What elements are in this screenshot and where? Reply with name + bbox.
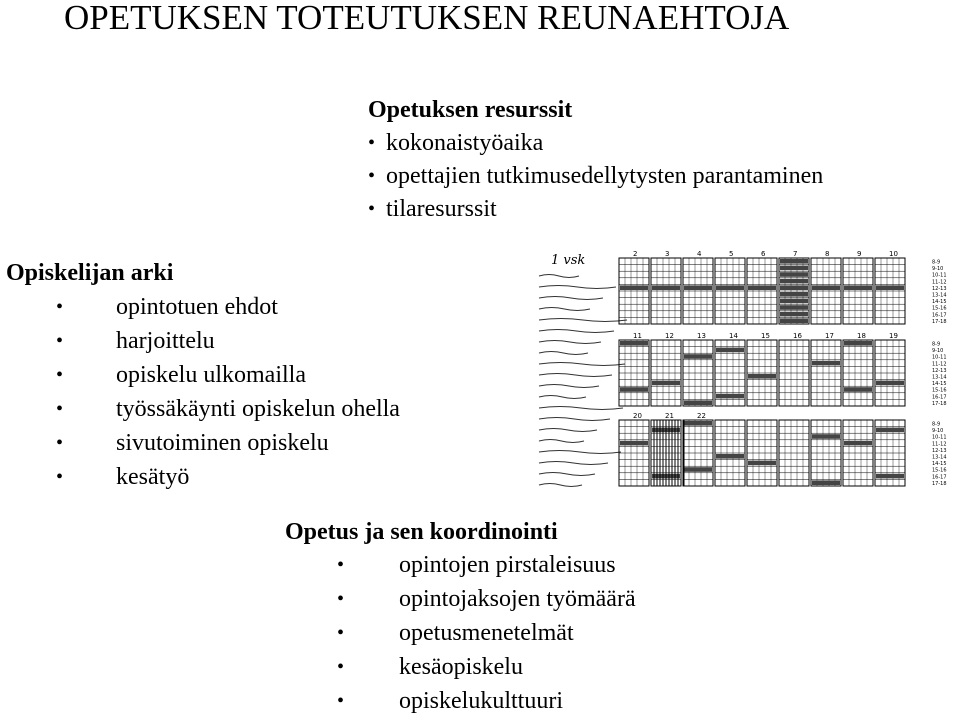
handwritten-note-line: [539, 286, 616, 289]
bullet-icon: •: [337, 622, 345, 644]
filled-cell: [716, 348, 744, 353]
bullet-icon: •: [56, 466, 64, 488]
filled-cell: [716, 454, 744, 459]
bullet-icon: •: [56, 432, 64, 454]
handwritten-note-line: [539, 484, 582, 487]
student-life-section: [6, 256, 400, 494]
filled-cell: [684, 354, 712, 359]
time-slot-label: 10-11: [932, 272, 947, 279]
week-number: 13: [697, 332, 706, 340]
handwritten-note-line: [539, 374, 612, 377]
filled-cell: [652, 285, 680, 290]
bullet-icon: •: [368, 132, 376, 154]
handwritten-note-line: [539, 429, 597, 432]
time-slot-label: 10-11: [932, 434, 947, 441]
handwritten-note-line: [539, 363, 625, 366]
bullet-icon: •: [368, 165, 376, 187]
student-life-list: [6, 290, 400, 494]
time-slot-label: 8-9: [932, 259, 941, 266]
filled-cell: [748, 285, 776, 290]
list-item-text: kokonaistyöaika: [386, 130, 544, 156]
list-item: [6, 290, 400, 324]
list-item: [368, 127, 823, 160]
week-number: 8: [825, 250, 830, 258]
teaching-section: [285, 516, 636, 718]
list-item: [285, 616, 636, 650]
teaching-heading: Opetus ja sen koordinointi: [285, 519, 558, 545]
time-slot-label: 11-12: [932, 279, 947, 286]
time-slot-label: 8-9: [932, 341, 941, 348]
filled-cell: [684, 285, 712, 290]
filled-cell: [844, 387, 872, 392]
week-number: 20: [633, 412, 642, 420]
week-number: 17: [825, 332, 834, 340]
bullet-icon: •: [56, 330, 64, 352]
list-item-text: sivutoiminen opiskelu: [116, 430, 329, 456]
week-number: 14: [729, 332, 738, 340]
handwritten-note-line: [539, 418, 610, 421]
handwritten-note-line: [539, 440, 584, 443]
resources-list: [368, 127, 823, 226]
time-slot-label: 13-14: [932, 454, 947, 461]
list-item: [285, 582, 636, 616]
resources-heading: Opetuksen resurssit: [368, 97, 573, 123]
teaching-list: [285, 548, 636, 718]
filled-cell: [780, 279, 808, 284]
time-slot-label: 15-16: [932, 305, 947, 312]
list-item-text: harjoittelu: [116, 328, 215, 354]
filled-cell: [780, 266, 808, 271]
bullet-icon: •: [56, 398, 64, 420]
filled-cell: [716, 285, 744, 290]
list-item-text: kesäopiskelu: [399, 654, 523, 680]
time-slot-label: 14-15: [932, 381, 947, 388]
list-item-text: opiskelu ulkomailla: [116, 362, 306, 388]
list-item: [6, 392, 400, 426]
week-number: 5: [729, 250, 734, 258]
list-item: [6, 426, 400, 460]
handwritten-note-line: [539, 451, 621, 454]
filled-cell: [620, 441, 648, 446]
filled-cell: [748, 461, 776, 466]
time-slot-label: 17-18: [932, 318, 947, 325]
filled-cell: [876, 474, 904, 479]
filled-cell: [684, 467, 712, 472]
filled-cell: [844, 341, 872, 346]
time-slot-label: 14-15: [932, 461, 947, 468]
filled-cell: [780, 272, 808, 277]
list-item-text: tilaresurssit: [386, 196, 497, 222]
filled-cell: [620, 387, 648, 392]
list-item: [6, 324, 400, 358]
week-number: 18: [857, 332, 866, 340]
list-item-text: opetusmenetelmät: [399, 620, 574, 646]
student-life-heading: Opiskelijan arki: [6, 260, 174, 286]
filled-cell: [876, 285, 904, 290]
filled-cell: [812, 480, 840, 485]
time-slot-label: 9-10: [932, 348, 944, 355]
filled-cell: [812, 285, 840, 290]
time-slot-label: 17-18: [932, 480, 947, 487]
handwritten-note-line: [539, 352, 588, 355]
handwritten-note-line: [539, 396, 586, 399]
filled-cell: [812, 361, 840, 366]
resources-section: [368, 93, 823, 226]
bullet-icon: •: [337, 554, 345, 576]
handwritten-note-line: [539, 462, 608, 465]
list-item: [368, 193, 823, 226]
filled-cell: [684, 400, 712, 405]
time-slot-label: 9-10: [932, 266, 944, 273]
time-slot-label: 13-14: [932, 292, 947, 299]
week-number: 15: [761, 332, 770, 340]
handwritten-note-line: [539, 330, 614, 333]
time-slot-label: 16-17: [932, 312, 947, 319]
time-slot-label: 8-9: [932, 421, 941, 428]
time-slot-label: 12-13: [932, 285, 947, 292]
bullet-icon: •: [368, 198, 376, 220]
time-slot-label: 11-12: [932, 441, 947, 448]
week-number: 2: [633, 250, 638, 258]
filled-cell: [780, 299, 808, 304]
scanned-schedule-image: [529, 240, 958, 500]
week-number: 12: [665, 332, 674, 340]
week-number: 6: [761, 250, 766, 258]
handwritten-note-line: [539, 407, 623, 410]
list-item: [6, 358, 400, 392]
list-item-text: kesätyö: [116, 464, 190, 490]
time-slot-label: 13-14: [932, 374, 947, 381]
list-item-text: opintotuen ehdot: [116, 294, 278, 320]
filled-cell: [844, 285, 872, 290]
filled-cell: [876, 381, 904, 386]
filled-cell: [748, 374, 776, 379]
handwritten-note-line: [539, 341, 601, 344]
time-slot-label: 17-18: [932, 400, 947, 407]
handwritten-note-line: [539, 319, 627, 322]
filled-cell: [620, 285, 648, 290]
time-slot-label: 12-13: [932, 367, 947, 374]
list-item-text: opintojaksojen työmäärä: [399, 586, 636, 612]
list-item-text: opiskelukulttuuri: [399, 688, 563, 714]
bullet-icon: •: [337, 690, 345, 712]
time-slot-label: 12-13: [932, 447, 947, 454]
list-item: [285, 650, 636, 684]
list-item-text: työssäkäynti opiskelun ohella: [116, 396, 400, 422]
week-number: 11: [633, 332, 642, 340]
time-slot-label: 14-15: [932, 299, 947, 306]
handwritten-note-line: [539, 275, 579, 278]
schedule-grid: [619, 250, 947, 487]
time-slot-label: 10-11: [932, 354, 947, 361]
week-number: 19: [889, 332, 898, 340]
bullet-icon: •: [337, 588, 345, 610]
filled-cell: [780, 318, 808, 323]
list-item-text: opintojen pirstaleisuus: [399, 552, 616, 578]
filled-cell: [780, 305, 808, 310]
handwritten-note-line: [539, 308, 590, 311]
handwritten-notes: [539, 253, 627, 487]
filled-cell: [844, 441, 872, 446]
week-number: 7: [793, 250, 798, 258]
filled-cell: [812, 434, 840, 439]
filled-cell: [716, 394, 744, 399]
week-number: 16: [793, 332, 802, 340]
time-slot-label: 15-16: [932, 467, 947, 474]
page-title: OPETUKSEN TOTEUTUKSEN REUNAEHTOJA: [64, 0, 790, 37]
time-slot-label: 11-12: [932, 361, 947, 368]
schedule-handwritten-header: 1 vsk: [551, 253, 586, 268]
time-slot-label: 16-17: [932, 474, 947, 481]
list-item: [368, 160, 823, 193]
list-item: [285, 548, 636, 582]
week-number: 10: [889, 250, 898, 258]
filled-cell: [780, 312, 808, 317]
time-slot-label: 15-16: [932, 387, 947, 394]
time-slot-label: 9-10: [932, 428, 944, 435]
handwritten-note-line: [539, 385, 599, 388]
handwritten-note-line: [539, 297, 603, 300]
schedule-drawing: [529, 240, 958, 500]
week-number: 3: [665, 250, 670, 258]
list-item: [285, 684, 636, 718]
list-item-text: opettajien tutkimusedellytysten parantaminen: [386, 163, 824, 189]
filled-cell: [780, 285, 808, 290]
bullet-icon: •: [56, 364, 64, 386]
filled-cell: [876, 428, 904, 433]
week-number: 22: [697, 412, 706, 420]
filled-cell: [780, 292, 808, 297]
list-item: [6, 460, 400, 494]
bullet-icon: •: [337, 656, 345, 678]
time-slot-label: 16-17: [932, 394, 947, 401]
handwritten-note-line: [539, 473, 595, 476]
filled-cell: [620, 341, 648, 346]
week-number: 4: [697, 250, 702, 258]
filled-cell: [652, 381, 680, 386]
bullet-icon: •: [56, 296, 64, 318]
filled-cell: [684, 421, 712, 426]
week-number: 9: [857, 250, 862, 258]
week-number: 21: [665, 412, 674, 420]
filled-cell: [780, 259, 808, 264]
